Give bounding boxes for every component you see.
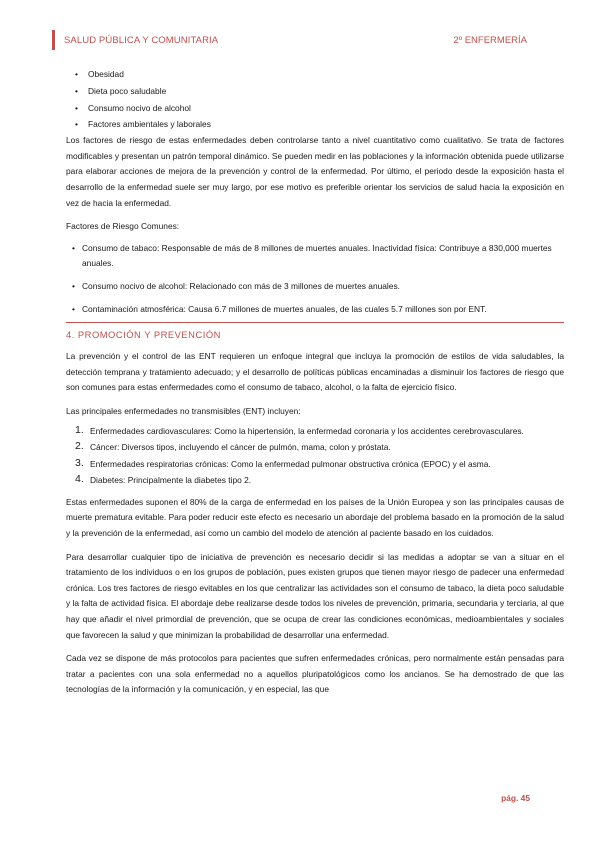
list-item: • Consumo nocivo de alcohol — [66, 100, 564, 117]
page-content — [66, 66, 564, 698]
paragraph-burden: Estas enfermedades suponen el 80% de la carga de enfermedad en los países de la Unión Europea y son las principales causas de muerte prematura evitable. Para poder reducir este efecto es necesario un abordaje del problema basado en la promoción de la salud y la prevención de la enfermedad, así como un cambio del modelo de atención al paciente basado en los cuidados. — [66, 496, 564, 539]
list-item: 2. Cáncer: Diversos tipos, incluyendo el cáncer de pulmón, mama, colon y próstata. — [75, 440, 391, 453]
bullet-icon: • — [75, 102, 78, 113]
page-header — [52, 30, 545, 50]
list-item: 3. Enfermedades respiratorias crónicas: Como la enfermedad pulmonar obstructiva crónica (EPOC) y el asma. — [75, 456, 491, 469]
list-item: • Consumo nocivo de alcohol: Relacionado con más de 3 millones de muertes anuales. — [66, 279, 564, 295]
header-subject: SALUD PÚBLICA Y COMUNITARIA — [64, 35, 219, 46]
bullet-icon: • — [75, 69, 78, 79]
common-risk-list — [66, 241, 564, 317]
bullet-icon: • — [75, 85, 78, 96]
list-item: • Consumo de tabaco: Responsable de más de 8 millones de muertes anuales. Inactividad física: Contribuye a 830,000 muertes anuales. — [72, 242, 552, 269]
list-item: 1. Enfermedades cardiovasculares: Como la hipertensión, la enfermedad coronaria y los accidentes cerebrovasculares. — [75, 423, 524, 436]
bullet-icon: • — [72, 280, 75, 291]
list-item: • Obesidad — [66, 66, 564, 83]
list-item: • Factores ambientales y laborales — [66, 116, 564, 133]
header-course: 2º ENFERMERÍA — [453, 35, 527, 46]
bullet-icon: • — [72, 303, 75, 314]
paragraph-protocols: Cada vez se dispone de más protocolos para pacientes que sufren enfermedades crónicas, pero normalmente están pensadas para tratar a pacientes con una sola enfermedad no a aquellos pluripatológicos como los ancianos. Se ha demostrado de que las tecnologías de la información y la comunicación, y en especial, las que — [66, 653, 564, 695]
list-item: • Dieta poco saludable — [66, 83, 564, 100]
list-intro: Las principales enfermedades no transmisibles (ENT) incluyen: — [66, 405, 301, 416]
risk-factor-bullets — [66, 66, 564, 133]
risk-factors-title: Factores de Riesgo Comunes: — [66, 221, 180, 232]
bullet-icon: • — [72, 242, 75, 253]
list-item: • Contaminación atmosférica: Causa 6.7 millones de muertes anuales, de las cuales 5.7 millones son por ENT. — [66, 302, 564, 318]
section-heading: 4. PROMOCIÓN Y PREVENCIÓN — [66, 322, 564, 343]
bullet-icon: • — [75, 119, 78, 130]
disease-list — [66, 424, 564, 489]
list-item: 4. Diabetes: Principalmente la diabetes tipo 2. — [75, 473, 252, 486]
paragraph-risk-control: Los factores de riesgo de estas enfermedades deben controlarse tanto a nivel cuantitativo como cualitativo. Se trata de factores modificables y presentan un patrón temporal dinámico. Se pueden medir en las poblaciones y la información obtenida puede utilizarse para elaborar acciones de mejora de la prevención y control de la enfermedad. Por último, el periodo desde la exposición hasta el desarrollo de la enfermedad suele ser muy largo, por ese motivo es preferible orientar los servicios de salud hacia la exposición en vez de hacia la enfermedad. — [66, 135, 564, 208]
paragraph-initiatives: Para desarrollar cualquier tipo de iniciativa de prevención es necesario decidir si las medidas a adoptar se van a situar en el tratamiento de los individuos o en los grupos de población, pues existen grupos que tienen mayor riesgo de padecer una enfermedad crónica. Los tres factores de riesgo evitables en los que centralizar las actividades son el consumo de tabaco, la dieta poco saludable y la falta de actividad física. El abordaje debe realizarse desde todos los niveles de prevención, primaria, secundaria y terciaria, al que hay que añadir el nivel primordial de prevención, que se ocupa de crear las condiciones económicas, medioambientales y sociales que favorecen la salud y que minimizan la probabilidad de desarrollar una enfermedad. — [66, 551, 564, 640]
paragraph-prevention: La prevención y el control de las ENT requieren un enfoque integral que incluya la promoción de estilos de vida saludables, la detección temprana y tratamiento adecuado; y el desarrollo de políticas públicas encaminadas a disminuir los factores de riesgo que son comunes para estas enfermedades como el consumo de tabaco, alcohol, o la falta de ejercicio físico. — [66, 351, 564, 393]
page-number: pág. 45 — [501, 793, 530, 803]
